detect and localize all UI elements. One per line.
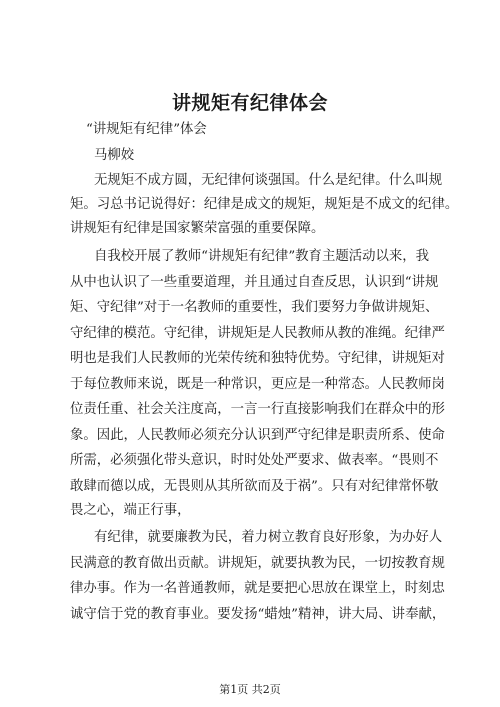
body-line: 讲规矩有纪律是国家繁荣富强的重要保障。 <box>70 221 325 236</box>
body-line: 矩。习总书记说得好：纪律是成文的规矩，规矩是不成文的纪律。 <box>70 197 459 212</box>
body-line: 于每位教师来说，既是一种常识，更应是一种常态。人民教师岗 <box>70 377 445 392</box>
body-line: 位责任重、社会关注度高，一言一行直接影响我们在群众中的形 <box>70 402 445 417</box>
document-subtitle: “讲规矩有纪律”体会 <box>86 122 207 137</box>
body-line: 象。因此，人民教师必须充分认识到严守纪律是职责所系、使命 <box>70 428 445 443</box>
body-line: 所需，必须强化带头意识，时时处处严要求、做表率。“畏则不 <box>70 453 439 468</box>
body-line: 守纪律的模范。守纪律，讲规矩是人民教师从教的准绳。纪律严 <box>70 326 445 341</box>
body-line: 畏之心，端正行事， <box>70 503 191 518</box>
body-line: 诚守信于党的教育事业。要发扬“蜡烛”精神，讲大局、讲奉献， <box>70 607 446 622</box>
document-title: 讲规矩有纪律体会 <box>171 92 328 114</box>
body-line: 有纪律，就要廉教为民，着力树立教育良好形象，为办好人 <box>94 530 443 545</box>
body-line: 自我校开展了教师“讲规矩有纪律”教育主题活动以来，我 <box>94 249 430 264</box>
body-line: 矩、守纪律”对于一名教师的重要性，我们要努力争做讲规矩、 <box>70 300 439 315</box>
body-line: 明也是我们人民教师的光荣传统和独特优势。守纪律，讲规矩对 <box>70 351 445 366</box>
body-line: 无规矩不成方圆，无纪律何谈强国。什么是纪律。什么叫规 <box>94 173 443 188</box>
body-line: 敢肆而德以成，无畏则从其所欲而及于祸”。只有对纪律常怀敬 <box>70 479 439 494</box>
page-number-footer: 第1页 共2页 <box>219 683 281 696</box>
body-line: 民满意的教育做出贡献。讲规矩，就要执教为民，一切按教育规 <box>70 556 445 571</box>
body-line: 律办事。作为一名普通教师，就是要把心思放在课堂上，时刻忠 <box>70 581 445 596</box>
document-author: 马柳姣 <box>94 148 135 163</box>
body-line: 从中也认识了一些重要道理，并且通过自查反思，认识到“讲规 <box>70 275 439 290</box>
